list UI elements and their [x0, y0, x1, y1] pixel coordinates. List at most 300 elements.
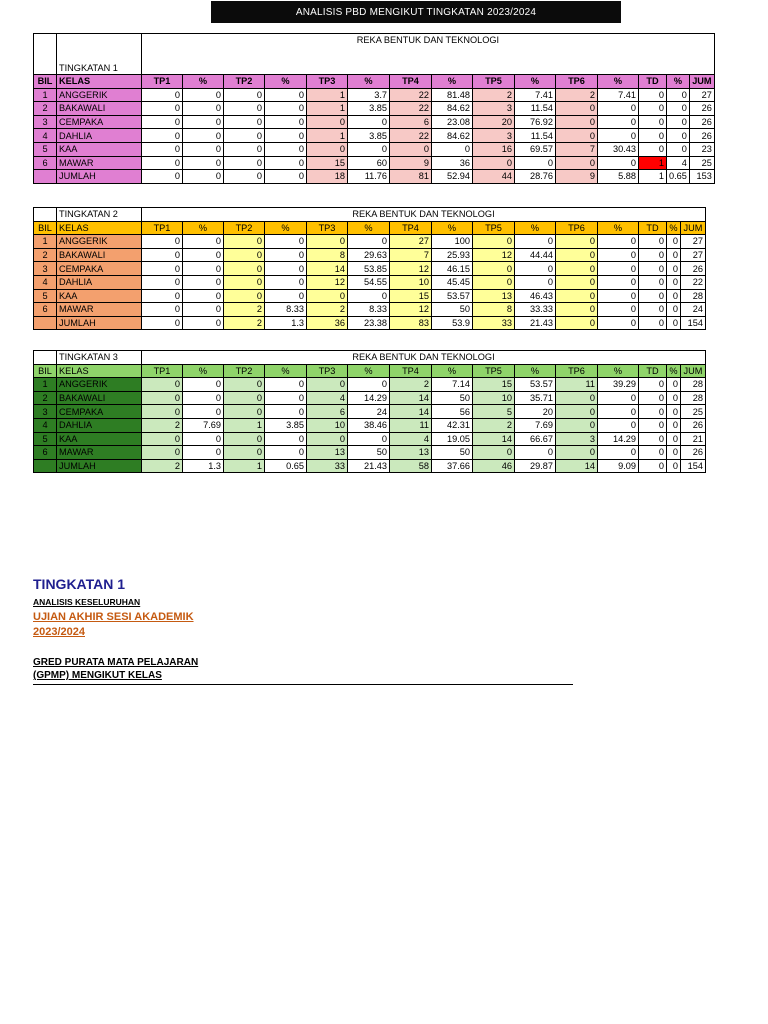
bil-cell: 6 — [34, 446, 57, 460]
value-cell: 0 — [667, 378, 681, 392]
table-row — [34, 129, 715, 143]
value-cell: 0 — [224, 446, 265, 460]
value-cell: 0 — [224, 378, 265, 392]
value-cell: 0 — [142, 275, 183, 289]
value-cell: 0 — [348, 378, 390, 392]
value-cell: 0 — [348, 289, 390, 303]
value-cell: 0 — [265, 289, 307, 303]
value-cell: 23.38 — [348, 316, 390, 330]
value-cell: 0 — [639, 235, 667, 249]
value-cell: 0 — [556, 235, 598, 249]
value-cell: 1 — [307, 88, 348, 102]
value-cell: 0 — [142, 129, 183, 143]
bil-cell: 2 — [34, 391, 57, 405]
value-cell: 0 — [183, 275, 224, 289]
value-cell: 0 — [598, 102, 639, 116]
column-header-jum: JUM — [681, 221, 706, 235]
value-cell: 0 — [183, 405, 224, 419]
value-cell: 0 — [142, 378, 183, 392]
bil-cell: 5 — [34, 289, 57, 303]
table-row — [34, 405, 706, 419]
value-cell: 0 — [639, 303, 667, 317]
value-cell: 20 — [515, 405, 556, 419]
kelas-cell: MAWAR — [57, 303, 142, 317]
value-cell: 7.41 — [515, 88, 556, 102]
value-cell: 7.69 — [183, 418, 224, 432]
table-row — [34, 391, 706, 405]
column-header-percent: % — [183, 75, 224, 89]
value-cell: 0 — [224, 235, 265, 249]
total-row — [34, 459, 706, 473]
column-header-tp5: TP5 — [473, 221, 515, 235]
value-cell: 0 — [667, 235, 681, 249]
column-header-tp1: TP1 — [142, 221, 183, 235]
bil-cell: 2 — [34, 248, 57, 262]
value-cell: 0 — [639, 459, 667, 473]
value-cell: 5.88 — [598, 170, 639, 184]
value-cell: 11.54 — [515, 129, 556, 143]
value-cell: 7.14 — [432, 378, 473, 392]
value-cell: 11.54 — [515, 102, 556, 116]
value-cell: 0 — [667, 316, 681, 330]
value-cell: 53.9 — [432, 316, 473, 330]
value-cell: 27 — [390, 235, 432, 249]
value-cell: 0 — [390, 142, 432, 156]
exam-title-line-1: UJIAN AKHIR SESI AKADEMIK — [33, 611, 194, 623]
value-cell: 0 — [183, 378, 224, 392]
kelas-cell: BAKAWALI — [57, 391, 142, 405]
value-cell: 0 — [556, 275, 598, 289]
value-cell: 0 — [183, 303, 224, 317]
value-cell: 0 — [183, 235, 224, 249]
value-cell: 0 — [307, 115, 348, 129]
value-cell: 0 — [667, 275, 681, 289]
value-cell: 0 — [307, 142, 348, 156]
column-header-tp4: TP4 — [390, 221, 432, 235]
bil-cell: 1 — [34, 88, 57, 102]
value-cell: 2 — [307, 303, 348, 317]
value-cell: 0 — [639, 378, 667, 392]
column-header-percent: % — [183, 221, 224, 235]
gpmp-title-line-2: (GPMP) MENGIKUT KELAS — [33, 670, 162, 681]
jumlah-cell: 25 — [689, 156, 714, 170]
value-cell: 14 — [556, 459, 598, 473]
bil-cell: 4 — [34, 418, 57, 432]
value-cell: 0 — [667, 459, 681, 473]
value-cell: 0 — [224, 405, 265, 419]
value-cell: 12 — [307, 275, 348, 289]
bil-cell: 3 — [34, 405, 57, 419]
subject-title: REKA BENTUK DAN TEKNOLOGI — [142, 351, 706, 365]
column-header-tp5: TP5 — [473, 75, 515, 89]
value-cell: 0 — [667, 303, 681, 317]
column-header-tp1: TP1 — [142, 364, 183, 378]
value-cell: 29.87 — [515, 459, 556, 473]
column-header-td: TD — [639, 364, 667, 378]
value-cell: 2 — [390, 378, 432, 392]
value-cell: 3.85 — [348, 102, 390, 116]
value-cell: 1 — [307, 129, 348, 143]
value-cell: 1.3 — [183, 459, 224, 473]
value-cell: 33 — [473, 316, 515, 330]
value-cell: 3 — [556, 432, 598, 446]
value-cell: 0 — [183, 248, 224, 262]
value-cell: 0 — [639, 262, 667, 276]
jumlah-cell: 24 — [681, 303, 706, 317]
value-cell: 9.09 — [598, 459, 639, 473]
jumlah-cell: 28 — [681, 289, 706, 303]
value-cell: 0 — [598, 289, 639, 303]
value-cell: 0 — [667, 88, 690, 102]
bil-cell: 5 — [34, 432, 57, 446]
jumlah-cell: 26 — [681, 446, 706, 460]
value-cell: 0 — [556, 303, 598, 317]
value-cell: 58 — [390, 459, 432, 473]
value-cell: 0 — [639, 102, 667, 116]
value-cell: 0 — [183, 316, 224, 330]
value-cell: 8 — [307, 248, 348, 262]
jumlah-cell: 25 — [681, 405, 706, 419]
value-cell: 1 — [307, 102, 348, 116]
column-header-kelas: KELAS — [57, 75, 142, 89]
value-cell: 46.43 — [515, 289, 556, 303]
value-cell: 13 — [473, 289, 515, 303]
value-cell: 11 — [556, 378, 598, 392]
value-cell: 0 — [142, 316, 183, 330]
value-cell: 0 — [183, 170, 224, 184]
kelas-cell: DAHLIA — [57, 418, 142, 432]
value-cell: 0 — [515, 156, 556, 170]
value-cell: 7.69 — [515, 418, 556, 432]
value-cell: 0 — [639, 88, 667, 102]
column-header-tp2: TP2 — [224, 221, 265, 235]
value-cell: 8.33 — [348, 303, 390, 317]
value-cell: 9 — [556, 170, 598, 184]
value-cell: 11.76 — [348, 170, 390, 184]
table-row — [34, 378, 706, 392]
value-cell: 0 — [224, 142, 265, 156]
value-cell: 0 — [265, 432, 307, 446]
value-cell: 0 — [473, 446, 515, 460]
value-cell: 0 — [224, 391, 265, 405]
bil-cell: 6 — [34, 303, 57, 317]
value-cell: 0 — [224, 156, 265, 170]
value-cell: 8.33 — [265, 303, 307, 317]
value-cell: 30.43 — [598, 142, 639, 156]
value-cell: 0 — [639, 289, 667, 303]
value-cell: 0 — [142, 432, 183, 446]
tingkatan-2-table — [33, 207, 706, 330]
value-cell: 0 — [667, 262, 681, 276]
table-row — [34, 446, 706, 460]
bil-cell — [34, 459, 57, 473]
value-cell: 12 — [473, 248, 515, 262]
value-cell: 50 — [432, 391, 473, 405]
value-cell: 0 — [183, 142, 224, 156]
value-cell: 50 — [348, 446, 390, 460]
value-cell: 0 — [598, 418, 639, 432]
column-header-percent: % — [598, 364, 639, 378]
column-header-tp3: TP3 — [307, 364, 348, 378]
value-cell: 0 — [348, 235, 390, 249]
value-cell: 0 — [265, 156, 307, 170]
total-row — [34, 316, 706, 330]
value-cell: 0 — [142, 156, 183, 170]
value-cell: 0.65 — [265, 459, 307, 473]
subject-title: REKA BENTUK DAN TEKNOLOGI — [142, 208, 706, 222]
bil-cell: 4 — [34, 129, 57, 143]
value-cell: 21.43 — [348, 459, 390, 473]
value-cell: 5 — [473, 405, 515, 419]
value-cell: 10 — [390, 275, 432, 289]
kelas-cell: ANGGERIK — [57, 378, 142, 392]
value-cell: 0 — [183, 102, 224, 116]
value-cell: 4 — [390, 432, 432, 446]
column-header-jum: JUM — [689, 75, 714, 89]
column-header-tp3: TP3 — [307, 221, 348, 235]
value-cell: 14 — [390, 391, 432, 405]
value-cell: 0 — [307, 235, 348, 249]
value-cell: 29.63 — [348, 248, 390, 262]
bil-cell: 5 — [34, 142, 57, 156]
value-cell: 81.48 — [432, 88, 473, 102]
value-cell: 0 — [667, 102, 690, 116]
value-cell: 3.85 — [265, 418, 307, 432]
table-row — [34, 432, 706, 446]
column-header-tp5: TP5 — [473, 364, 515, 378]
value-cell: 1.3 — [265, 316, 307, 330]
jumlah-cell: 21 — [681, 432, 706, 446]
value-cell: 0 — [515, 446, 556, 460]
value-cell: 36 — [432, 156, 473, 170]
value-cell: 0 — [183, 289, 224, 303]
value-cell: 0 — [307, 378, 348, 392]
summary-heading: TINGKATAN 1 — [33, 576, 126, 592]
value-cell: 23.08 — [432, 115, 473, 129]
value-cell: 1 — [639, 156, 667, 170]
value-cell: 4 — [667, 156, 690, 170]
value-cell: 0 — [265, 446, 307, 460]
summary-subheading: ANALISIS KESELURUHAN — [33, 597, 141, 607]
value-cell: 0 — [556, 262, 598, 276]
value-cell: 0 — [667, 405, 681, 419]
column-header-tp2: TP2 — [224, 75, 265, 89]
tingkatan-1-table — [33, 33, 715, 184]
value-cell: 50 — [432, 446, 473, 460]
value-cell: 0 — [667, 289, 681, 303]
value-cell: 0 — [183, 446, 224, 460]
gpmp-title-line-1: GRED PURATA MATA PELAJARAN — [33, 657, 199, 668]
table-row — [34, 262, 706, 276]
column-header-percent: % — [598, 221, 639, 235]
value-cell: 0 — [224, 432, 265, 446]
value-cell: 0 — [639, 129, 667, 143]
value-cell: 0 — [639, 432, 667, 446]
value-cell: 0 — [473, 235, 515, 249]
jumlah-cell: 153 — [689, 170, 714, 184]
value-cell: 0 — [556, 446, 598, 460]
jumlah-cell: 26 — [689, 129, 714, 143]
jumlah-cell: 27 — [681, 248, 706, 262]
value-cell: 22 — [390, 102, 432, 116]
value-cell: 3.85 — [348, 129, 390, 143]
value-cell: 10 — [473, 391, 515, 405]
value-cell: 39.29 — [598, 378, 639, 392]
value-cell: 54.55 — [348, 275, 390, 289]
value-cell: 0 — [556, 289, 598, 303]
value-cell: 1 — [224, 418, 265, 432]
value-cell: 0 — [348, 115, 390, 129]
column-header-row — [34, 364, 706, 378]
value-cell: 0 — [142, 289, 183, 303]
value-cell: 76.92 — [515, 115, 556, 129]
value-cell: 14 — [473, 432, 515, 446]
value-cell: 0 — [639, 142, 667, 156]
table-row — [34, 115, 715, 129]
column-header-percent: % — [667, 364, 681, 378]
kelas-cell: KAA — [57, 142, 142, 156]
value-cell: 0 — [473, 262, 515, 276]
value-cell: 0 — [142, 102, 183, 116]
value-cell: 0 — [142, 303, 183, 317]
value-cell: 0 — [598, 235, 639, 249]
value-cell: 0 — [224, 289, 265, 303]
value-cell: 0 — [515, 262, 556, 276]
value-cell: 0 — [432, 142, 473, 156]
bil-cell: 1 — [34, 235, 57, 249]
value-cell: 13 — [390, 446, 432, 460]
value-cell: 0 — [183, 432, 224, 446]
value-cell: 0 — [142, 142, 183, 156]
value-cell: 60 — [348, 156, 390, 170]
value-cell: 69.57 — [515, 142, 556, 156]
value-cell: 0 — [265, 248, 307, 262]
value-cell: 0 — [598, 316, 639, 330]
bil-cell: 3 — [34, 115, 57, 129]
value-cell: 19.05 — [432, 432, 473, 446]
column-header-row — [34, 221, 706, 235]
value-cell: 44 — [473, 170, 515, 184]
value-cell: 13 — [307, 446, 348, 460]
bil-cell: 1 — [34, 378, 57, 392]
value-cell: 56 — [432, 405, 473, 419]
value-cell: 0 — [265, 391, 307, 405]
column-header-tp6: TP6 — [556, 364, 598, 378]
value-cell: 0 — [639, 248, 667, 262]
jumlah-cell: 27 — [681, 235, 706, 249]
value-cell: 0 — [598, 262, 639, 276]
value-cell: 14 — [390, 405, 432, 419]
column-header-percent: % — [515, 75, 556, 89]
value-cell: 0 — [598, 303, 639, 317]
jumlah-cell: 28 — [681, 378, 706, 392]
value-cell: 0 — [556, 102, 598, 116]
value-cell: 0 — [598, 156, 639, 170]
column-header-td: TD — [639, 75, 667, 89]
value-cell: 0 — [639, 316, 667, 330]
value-cell: 12 — [390, 303, 432, 317]
column-header-bil: BIL — [34, 221, 57, 235]
column-header-bil: BIL — [34, 75, 57, 89]
table-row — [34, 156, 715, 170]
value-cell: 42.31 — [432, 418, 473, 432]
table-row — [34, 418, 706, 432]
jumlah-cell: 26 — [689, 102, 714, 116]
value-cell: 0 — [142, 170, 183, 184]
value-cell: 15 — [473, 378, 515, 392]
value-cell: 9 — [390, 156, 432, 170]
table-row — [34, 142, 715, 156]
value-cell: 4 — [307, 391, 348, 405]
value-cell: 38.46 — [348, 418, 390, 432]
column-header-tp1: TP1 — [142, 75, 183, 89]
kelas-cell: DAHLIA — [57, 275, 142, 289]
value-cell: 0 — [515, 235, 556, 249]
table-title-row — [34, 351, 706, 365]
value-cell: 0 — [224, 262, 265, 276]
bil-cell: 4 — [34, 275, 57, 289]
value-cell: 16 — [473, 142, 515, 156]
value-cell: 0 — [224, 248, 265, 262]
jumlah-cell: 23 — [689, 142, 714, 156]
value-cell: 53.85 — [348, 262, 390, 276]
value-cell: 0 — [598, 446, 639, 460]
value-cell: 50 — [432, 303, 473, 317]
kelas-cell: BAKAWALI — [57, 248, 142, 262]
value-cell: 0 — [183, 262, 224, 276]
value-cell: 0 — [598, 115, 639, 129]
value-cell: 0 — [667, 391, 681, 405]
value-cell: 0 — [142, 88, 183, 102]
column-header-tp4: TP4 — [390, 364, 432, 378]
value-cell: 0 — [265, 129, 307, 143]
column-header-percent: % — [515, 364, 556, 378]
kelas-cell: KAA — [57, 432, 142, 446]
value-cell: 3 — [473, 102, 515, 116]
value-cell: 0 — [265, 102, 307, 116]
tingkatan-label: TINGKATAN 3 — [57, 351, 142, 365]
column-header-percent: % — [667, 75, 690, 89]
value-cell: 0 — [556, 316, 598, 330]
value-cell: 100 — [432, 235, 473, 249]
value-cell: 14 — [307, 262, 348, 276]
value-cell: 28.76 — [515, 170, 556, 184]
column-header-row — [34, 75, 715, 89]
value-cell: 83 — [390, 316, 432, 330]
value-cell: 84.62 — [432, 102, 473, 116]
table-row — [34, 88, 715, 102]
value-cell: 45.45 — [432, 275, 473, 289]
tingkatan-3-table — [33, 350, 706, 473]
value-cell: 53.57 — [515, 378, 556, 392]
value-cell: 24 — [348, 405, 390, 419]
column-header-kelas: KELAS — [57, 364, 142, 378]
value-cell: 0 — [265, 88, 307, 102]
value-cell: 0 — [598, 248, 639, 262]
value-cell: 18 — [307, 170, 348, 184]
value-cell: 46 — [473, 459, 515, 473]
value-cell: 0 — [307, 432, 348, 446]
column-header-percent: % — [515, 221, 556, 235]
kelas-cell: CEMPAKA — [57, 115, 142, 129]
value-cell: 0 — [265, 378, 307, 392]
value-cell: 0 — [556, 156, 598, 170]
jumlah-cell: 26 — [681, 262, 706, 276]
value-cell: 81 — [390, 170, 432, 184]
bil-cell: 3 — [34, 262, 57, 276]
column-header-percent: % — [265, 364, 307, 378]
column-header-tp6: TP6 — [556, 75, 598, 89]
